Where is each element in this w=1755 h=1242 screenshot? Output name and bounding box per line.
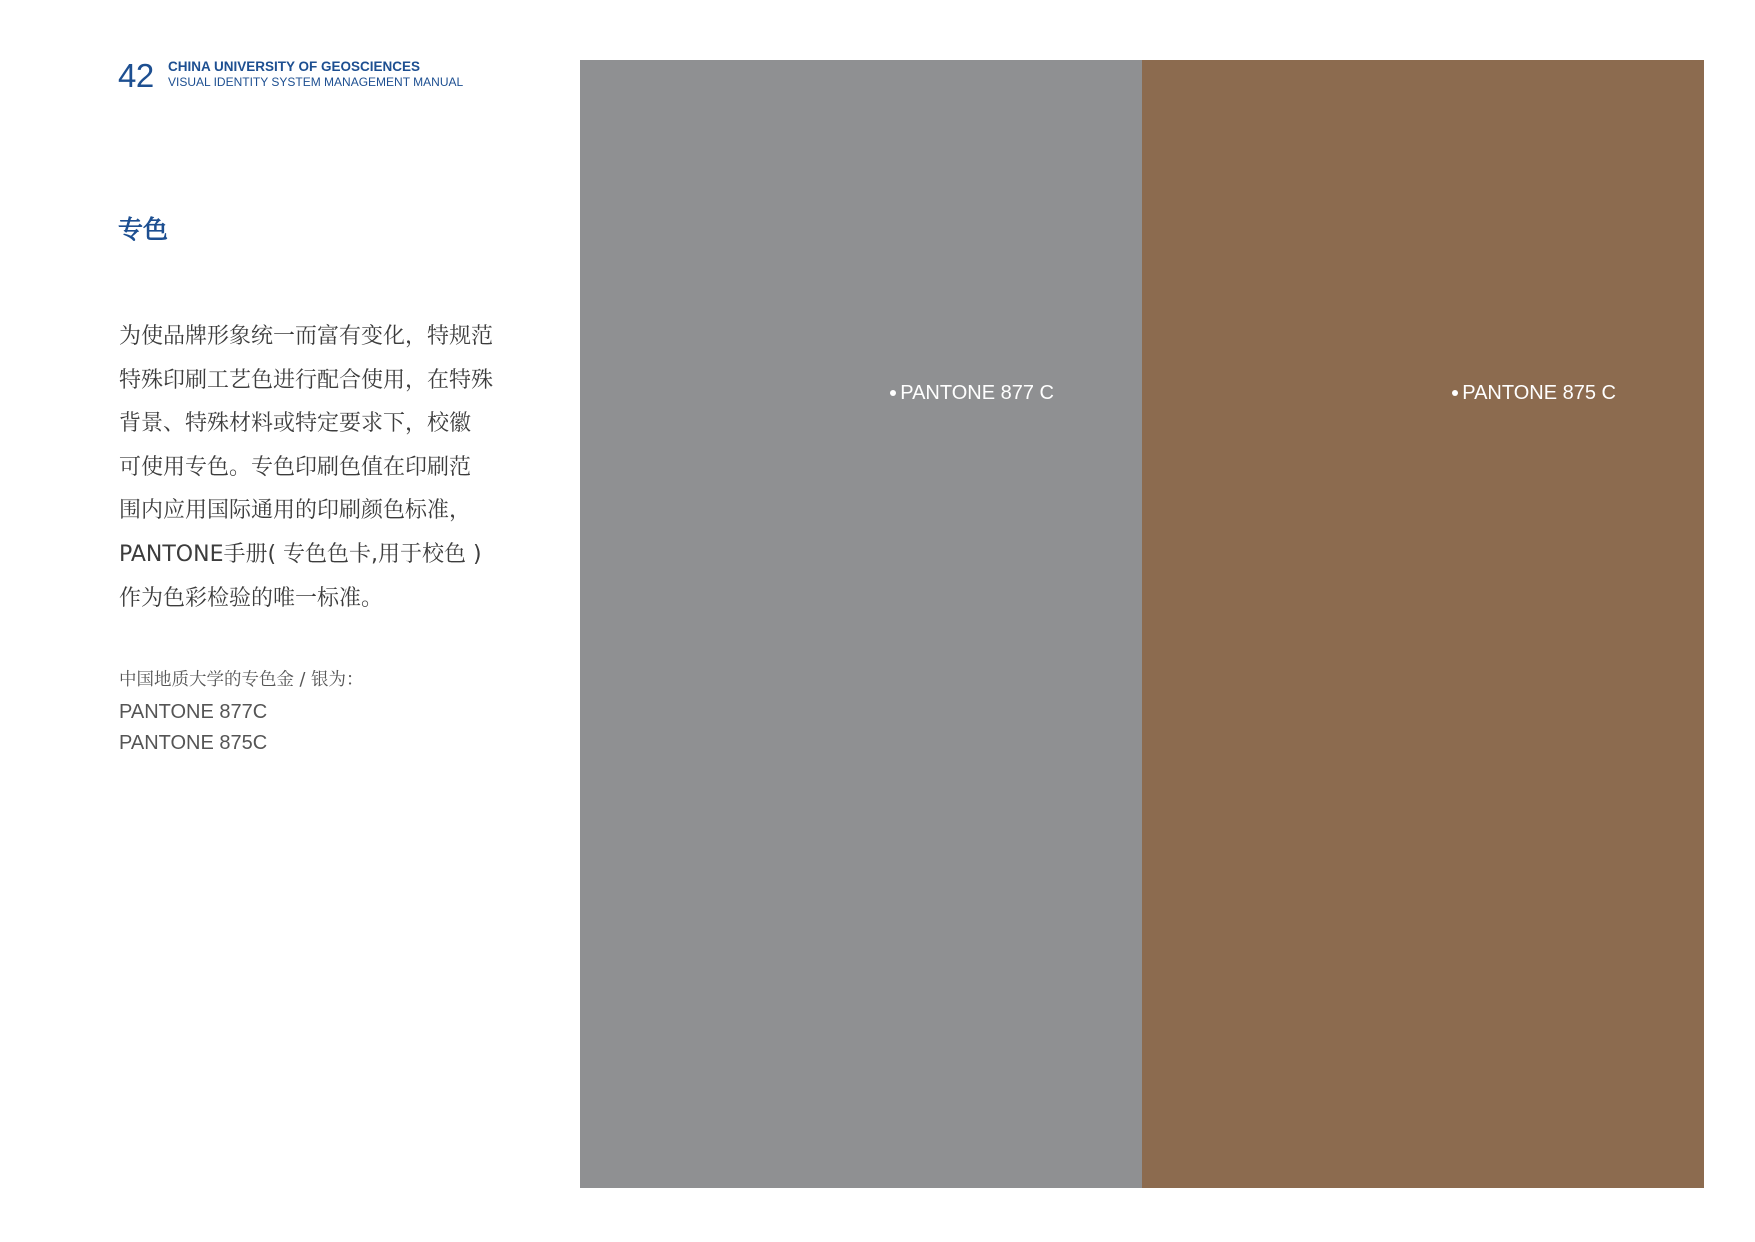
section-title: 专色 bbox=[118, 215, 169, 244]
spot-color-label: 中国地质大学的专色金 / 银为： bbox=[119, 670, 364, 690]
body-line: 特殊印刷工艺色进行配合使用，在特殊 bbox=[119, 367, 494, 393]
swatch-label bbox=[890, 381, 1054, 405]
swatch-label-text: PANTONE 875 C bbox=[1462, 382, 1616, 404]
bullet-icon bbox=[1452, 390, 1458, 396]
color-swatches bbox=[580, 60, 1704, 1188]
body-line: 为使品牌形象统一而富有变化，特规范 bbox=[119, 324, 494, 349]
swatch-gold bbox=[1142, 60, 1704, 1188]
body-line: 背景、特殊材料或特定要求下，校徽 bbox=[119, 411, 472, 437]
page-number: 42 bbox=[118, 57, 154, 94]
swatch-label bbox=[1452, 381, 1616, 405]
spot-color-code: PANTONE 875C bbox=[119, 732, 268, 754]
body-line: 可使用专色。专色印刷色值在印刷范 bbox=[119, 454, 472, 480]
body-line: 作为色彩检验的唯一标准。 bbox=[119, 585, 384, 611]
bullet-icon bbox=[890, 390, 896, 396]
body-line: PANTONE手册( 专色色卡,用于校色 ) bbox=[119, 541, 482, 567]
swatch-silver bbox=[580, 60, 1142, 1188]
spot-color-codes bbox=[119, 697, 267, 759]
body-line: 围内应用国际通用的印刷颜色标准， bbox=[119, 498, 472, 524]
manual-subtitle: VISUAL IDENTITY SYSTEM MANAGEMENT MANUAL bbox=[168, 75, 464, 89]
body-paragraph bbox=[119, 315, 493, 620]
spot-color-code: PANTONE 877C bbox=[119, 701, 268, 723]
header-text bbox=[168, 59, 463, 89]
manual-title: CHINA UNIVERSITY OF GEOSCIENCES bbox=[168, 59, 421, 74]
swatch-label-text: PANTONE 877 C bbox=[900, 382, 1054, 404]
